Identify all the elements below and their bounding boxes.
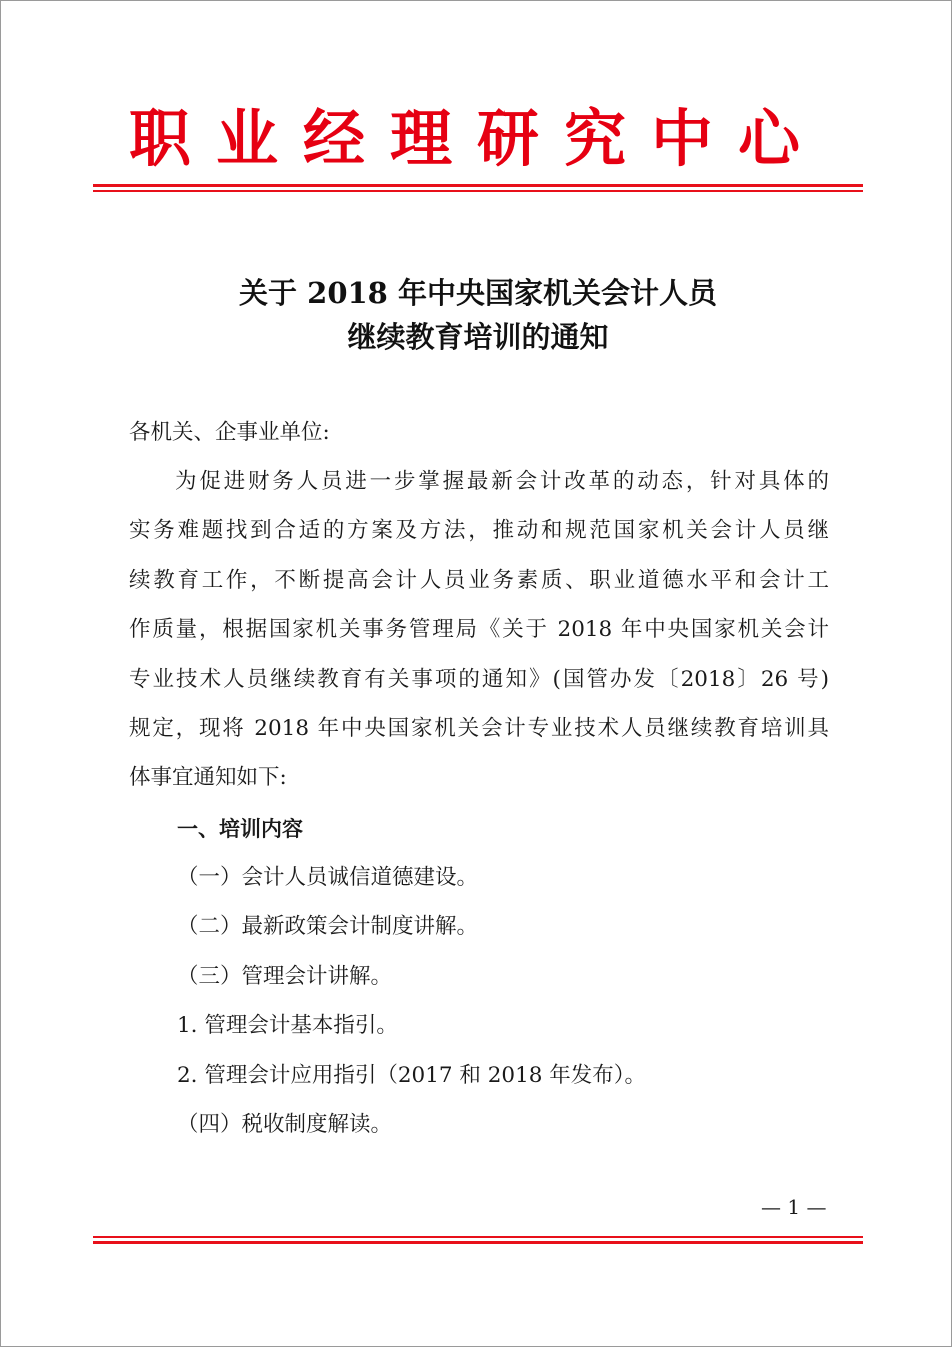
list-item: 2. 管理会计应用指引（2017 和 2018 年发布）。	[177, 1063, 647, 1088]
intro-paragraph	[129, 457, 829, 803]
intro-line-6: 规定，现将 2018 年中央国家机关会计专业技术人员继续教育培训具	[129, 715, 829, 741]
list-item: （四）税收制度解读。	[177, 1112, 393, 1137]
intro-line-4: 作质量，根据国家机关事务管理局《关于 2018 年中央国家机关会计	[129, 617, 829, 643]
footer-rule-thin	[93, 1236, 863, 1238]
page-number: — 1 —	[761, 1195, 827, 1219]
header-rule-thick	[93, 184, 863, 187]
salutation: 各机关、企事业单位:	[129, 420, 330, 445]
intro-line-3: 续教育工作，不断提高会计人员业务素质、职业道德水平和会计工	[129, 567, 829, 593]
list-item: 1. 管理会计基本指引。	[177, 1013, 398, 1038]
organization-name: 职业经理研究中心	[128, 102, 825, 175]
intro-line-5: 专业技术人员继续教育有关事项的通知》(国管办发〔2018〕26 号)	[129, 666, 829, 692]
list-item: （二）最新政策会计制度讲解。	[177, 914, 479, 939]
intro-line-2: 实务难题找到合适的方案及方法，推动和规范国家机关会计人员继	[129, 518, 829, 544]
list-item: （三）管理会计讲解。	[177, 964, 393, 989]
intro-line-7: 体事宜通知如下:	[129, 765, 287, 791]
footer-rule-thick	[93, 1241, 863, 1244]
document-title-line2: 继续教育培训的通知	[347, 320, 609, 354]
document-title-line1: 关于 2018 年中央国家机关会计人员	[239, 276, 717, 310]
header-rule-thin	[93, 190, 863, 192]
section-heading-training-content: 一、培训内容	[177, 817, 303, 841]
list-item: （一）会计人员诚信道德建设。	[177, 865, 479, 890]
intro-line-1: 为促进财务人员进一步掌握最新会计改革的动态，针对具体的	[175, 469, 829, 494]
